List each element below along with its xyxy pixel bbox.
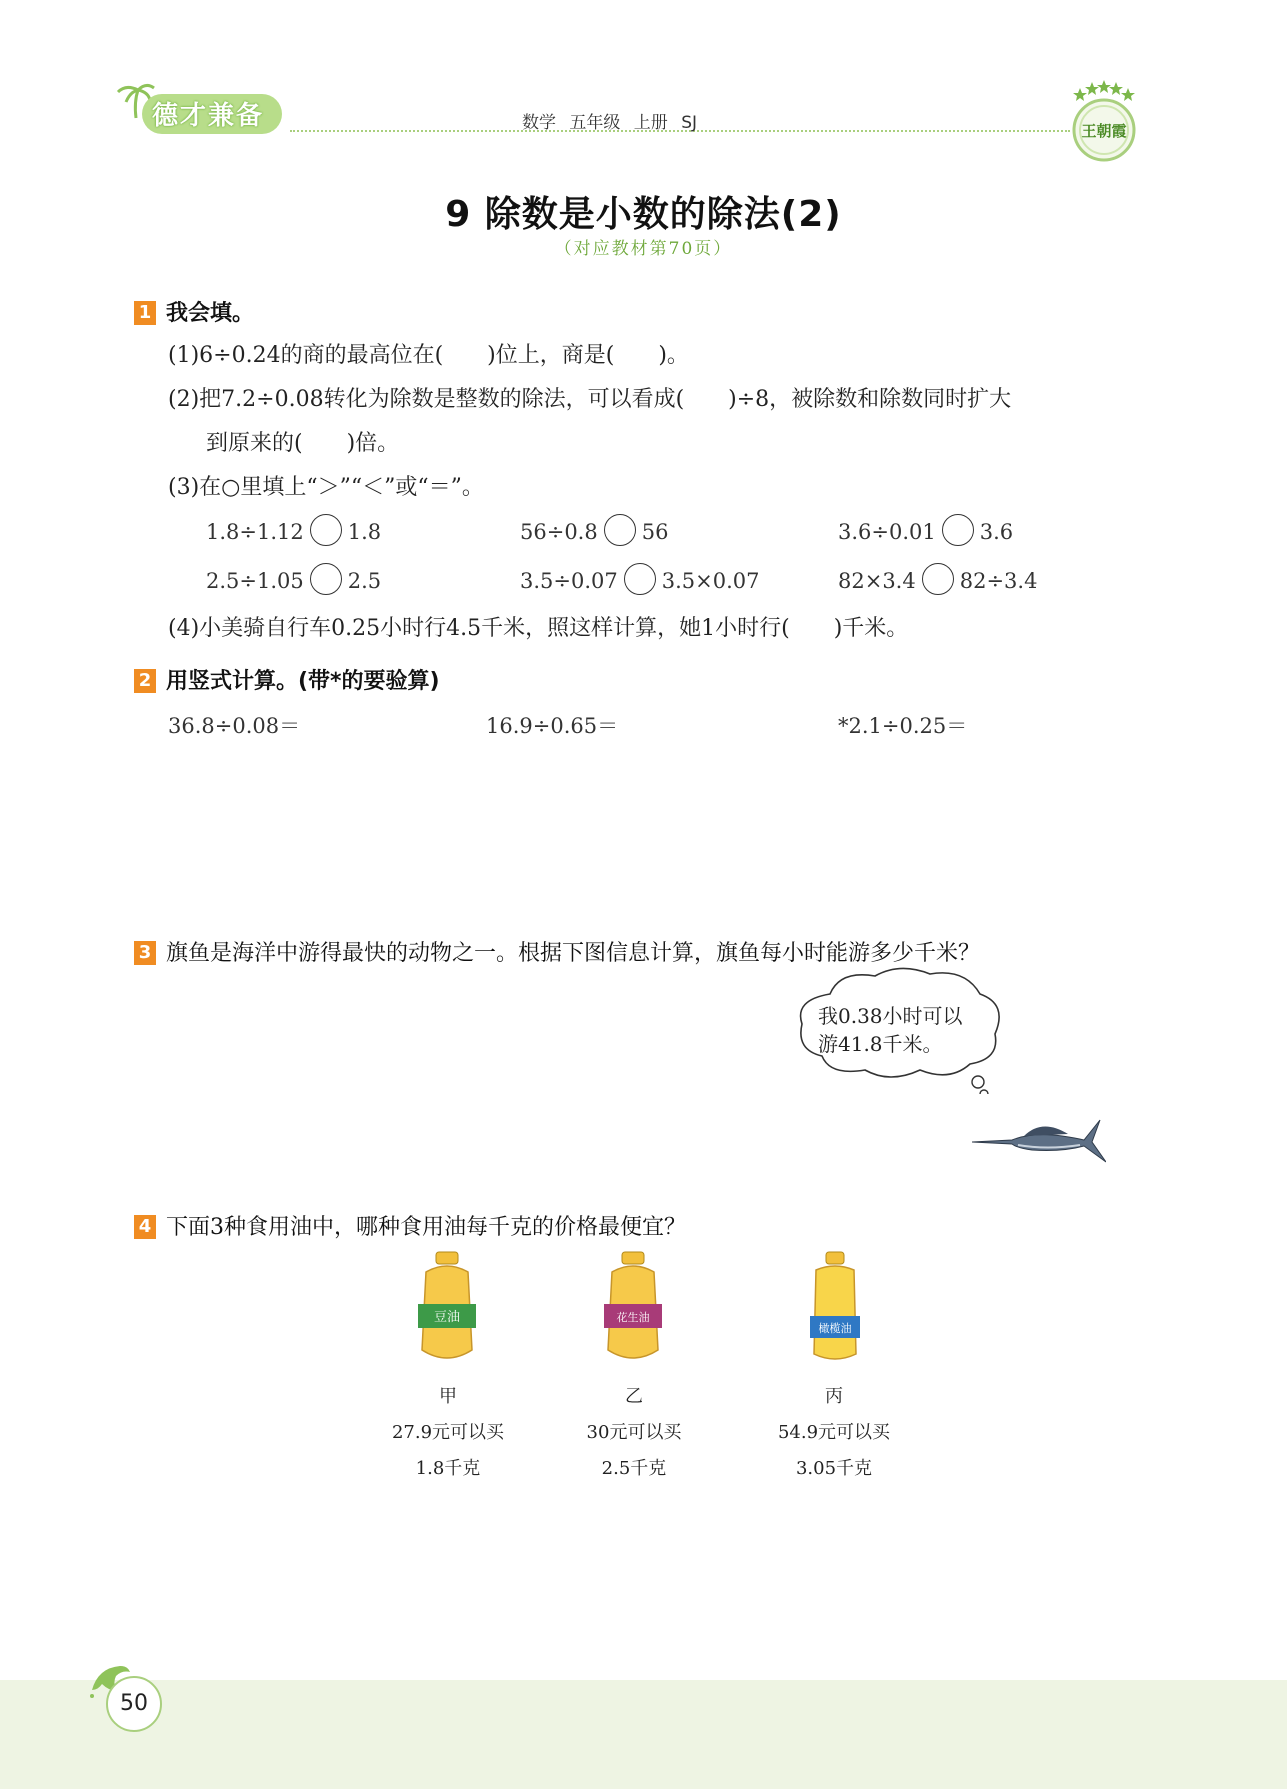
award-badge-icon xyxy=(1066,78,1142,168)
compare-item: 3.6÷0.01 3.6 xyxy=(838,514,1013,546)
q1-part1: (1)6÷0.24的商的最高位在( )位上，商是( )。 xyxy=(168,343,689,368)
answer-circle[interactable] xyxy=(310,563,342,595)
compare-item: 82×3.4 82÷3.4 xyxy=(838,563,1037,595)
svg-text:橄榄油: 橄榄油 xyxy=(818,1322,852,1335)
oil-bottle-icon xyxy=(412,1250,482,1368)
lesson-title: 9 除数是小数的除法(2) xyxy=(445,194,842,235)
oil-weight: 2.5千克 xyxy=(601,1458,667,1479)
calc-item-3: *2.1÷0.25＝ xyxy=(838,714,968,738)
compare-item: 3.5÷0.07 3.5×0.07 xyxy=(520,563,760,595)
q1-part4: (4)小美骑自行车0.25小时行4.5千米，照这样计算，她1小时行( )千米。 xyxy=(168,616,909,641)
sailfish-icon xyxy=(972,1110,1106,1166)
q4-title: 下面3种食用油中，哪种食用油每千克的价格最便宜？ xyxy=(166,1215,686,1240)
answer-circle[interactable] xyxy=(604,514,636,546)
oil-name: 乙 xyxy=(625,1386,643,1407)
q3-title: 旗鱼是海洋中游得最快的动物之一。根据下图信息计算，旗鱼每小时能游多少千米？ xyxy=(166,941,981,966)
answer-circle[interactable] xyxy=(624,563,656,595)
compare-item: 1.8÷1.12 1.8 xyxy=(206,514,381,546)
course-info: 数学 五年级 上册 SJ xyxy=(522,113,698,133)
oil-weight: 1.8千克 xyxy=(415,1458,481,1479)
q1-part3: (3)在○里填上“＞”“＜”或“＝”。 xyxy=(168,475,484,500)
oil-price: 54.9元可以买 xyxy=(777,1422,891,1443)
q1-number-badge: 1 xyxy=(134,301,156,325)
q1-title: 我会填。 xyxy=(166,301,255,326)
oil-bottle-icon xyxy=(800,1250,870,1368)
compare-item: 56÷0.8 56 xyxy=(520,514,668,546)
q4-number-badge: 4 xyxy=(134,1215,156,1239)
q3-number-badge: 3 xyxy=(134,941,156,965)
q4-heading xyxy=(134,1210,686,1241)
compare-item: 2.5÷1.05 2.5 xyxy=(206,563,381,595)
textbook-reference: （对应教材第70页） xyxy=(554,239,733,259)
oil-price: 27.9元可以买 xyxy=(391,1422,505,1443)
calc-item-2: 16.9÷0.65＝ xyxy=(486,714,619,738)
q2-title: 用竖式计算。(带*的要验算) xyxy=(166,669,440,694)
q1-part2: (2)把7.2÷0.08转化为除数是整数的除法，可以看成( )÷8，被除数和除数同时扩大 xyxy=(168,387,1012,412)
oil-weight: 3.05千克 xyxy=(795,1458,873,1479)
q1-heading xyxy=(134,296,254,327)
answer-circle[interactable] xyxy=(310,514,342,546)
q2-heading xyxy=(134,664,440,695)
q2-number-badge: 2 xyxy=(134,669,156,693)
svg-text:豆油: 豆油 xyxy=(433,1310,461,1325)
answer-circle[interactable] xyxy=(922,563,954,595)
page-number: 50 xyxy=(106,1676,162,1732)
calc-item-1: 36.8÷0.08＝ xyxy=(168,714,301,738)
oil-name: 甲 xyxy=(439,1386,457,1407)
oil-bottle-icon xyxy=(598,1250,668,1368)
oil-price: 30元可以买 xyxy=(586,1422,682,1443)
q1-part2-cont: 到原来的( )倍。 xyxy=(206,431,400,456)
badge-text: 王朝霞 xyxy=(1081,122,1127,140)
brand-logo xyxy=(112,80,292,140)
bubble-text: 我0.38小时可以 游41.8千米。 xyxy=(818,1004,963,1056)
q3-heading xyxy=(134,936,980,967)
answer-circle[interactable] xyxy=(942,514,974,546)
svg-text:花生油: 花生油 xyxy=(616,1311,650,1324)
oil-name: 丙 xyxy=(825,1386,843,1407)
logo-text: 德才兼备 xyxy=(152,101,265,131)
footer-band xyxy=(0,1680,1287,1789)
